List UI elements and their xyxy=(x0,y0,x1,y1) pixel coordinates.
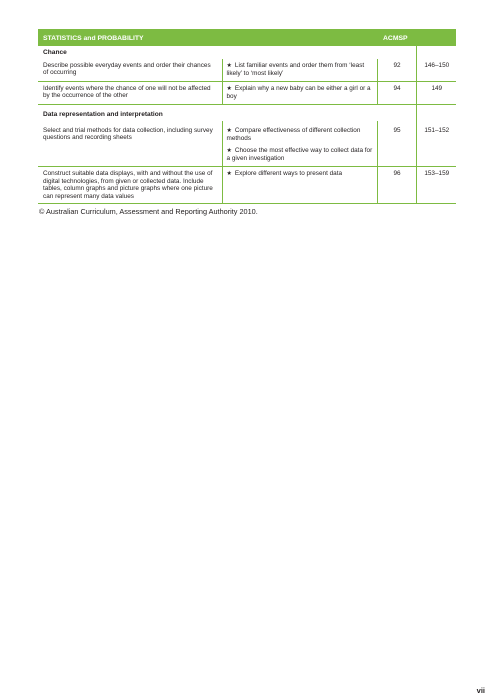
table-header-title: STATISTICS and PROBABILITY xyxy=(38,29,377,46)
table-row xyxy=(38,121,456,167)
table-row xyxy=(38,166,456,203)
section-heading-row xyxy=(38,46,456,59)
outcome-description: Identify events where the chance of one will not be affected by the occurrence of the other xyxy=(38,81,222,104)
outcome-description: Describe possible everyday events and order their chances of occurring xyxy=(38,59,222,82)
empty-cell xyxy=(416,46,456,59)
page-range: 151–152 xyxy=(416,121,456,167)
curriculum-table xyxy=(38,29,456,204)
section-heading-chance: Chance xyxy=(43,49,67,56)
outcome-description: Construct suitable data displays, with and without the use of digital technologies, from given or collected data. Include tables, column graphs and picture graphs where one picture can represent many data values xyxy=(38,166,222,203)
activity-item xyxy=(227,170,373,179)
activities-cell xyxy=(222,59,377,82)
activity-text: Explore different ways to present data xyxy=(234,169,343,177)
copyright-notice: © Australian Curriculum, Assessment and Reporting Authority 2010. xyxy=(39,207,258,217)
table-row xyxy=(38,59,456,82)
activities-cell xyxy=(222,166,377,203)
star-bullet-icon: ★ xyxy=(226,147,232,154)
acmsp-code: 95 xyxy=(377,121,416,167)
activity-text: Choose the most effective way to collect data for a given investigation xyxy=(226,146,373,163)
activity-item xyxy=(227,85,373,101)
page-range: 153–159 xyxy=(416,166,456,203)
acmsp-code: 92 xyxy=(377,59,416,82)
activities-cell xyxy=(222,121,377,167)
table-header-row xyxy=(38,29,456,46)
acmsp-code: 94 xyxy=(377,81,416,104)
star-bullet-icon: ★ xyxy=(226,127,232,134)
activity-item xyxy=(227,62,373,78)
activity-text: Compare effectiveness of different collection methods xyxy=(226,126,361,143)
table-header-code: ACMSP xyxy=(377,29,456,46)
activity-item xyxy=(227,147,373,163)
outcome-description: Select and trial methods for data collection, including survey questions and recording sheets xyxy=(38,121,222,167)
activity-item xyxy=(227,127,373,143)
page-range: 146–150 xyxy=(416,59,456,82)
star-bullet-icon: ★ xyxy=(226,85,232,92)
activities-cell xyxy=(222,81,377,104)
section-heading-data-representation: Data representation and interpretation xyxy=(43,110,163,118)
activity-text: List familiar events and order them from ‘least likely’ to ‘most likely’ xyxy=(226,61,365,78)
page-number: vii xyxy=(476,686,485,695)
page-range: 149 xyxy=(416,81,456,104)
activity-text: Explain why a new baby can be either a girl or a boy xyxy=(226,84,371,101)
star-bullet-icon: ★ xyxy=(226,170,232,177)
section-heading-row xyxy=(38,104,456,120)
acmsp-code: 96 xyxy=(377,166,416,203)
empty-cell xyxy=(377,104,416,120)
curriculum-table-container xyxy=(38,29,456,216)
star-bullet-icon: ★ xyxy=(226,62,232,69)
empty-cell xyxy=(377,46,416,59)
empty-cell xyxy=(416,104,456,120)
table-row xyxy=(38,81,456,104)
